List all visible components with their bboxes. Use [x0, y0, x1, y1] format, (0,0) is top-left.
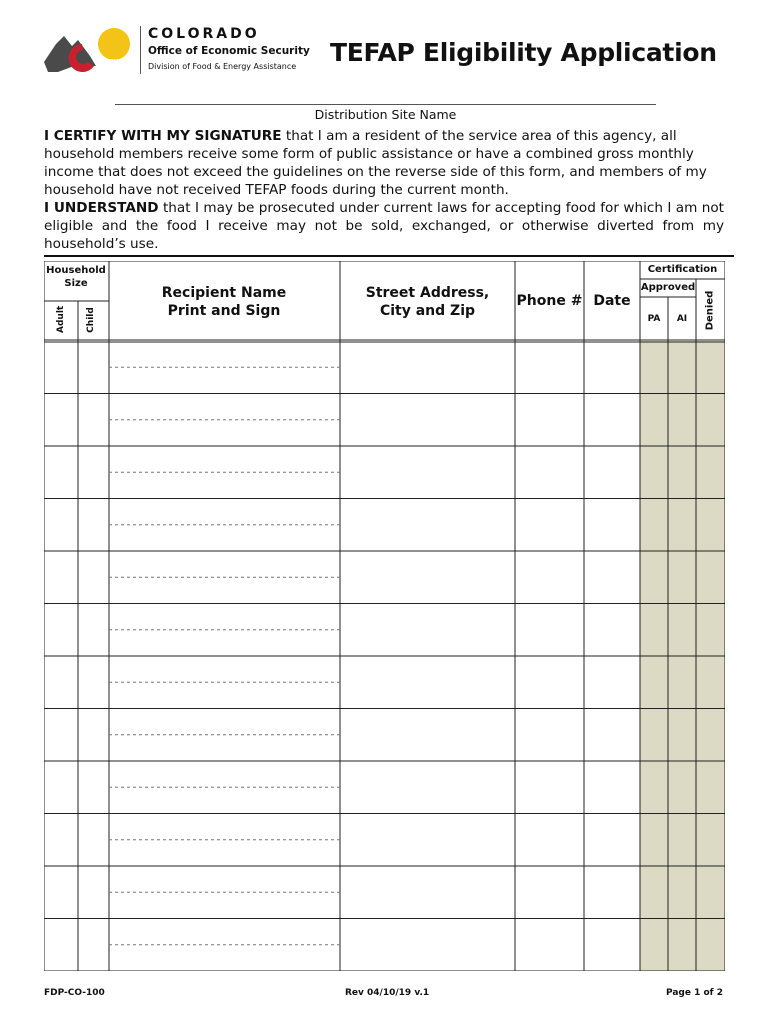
understand-lead: I UNDERSTAND: [44, 200, 159, 216]
address-header-line2: City and Zip: [379, 303, 476, 319]
site-name-field[interactable]: [115, 104, 656, 105]
site-name-label: Distribution Site Name: [314, 107, 457, 122]
adult-header: Adult: [56, 305, 66, 333]
recipient-header-line1: Recipient Name: [161, 285, 287, 301]
certify-lead: I CERTIFY WITH MY SIGNATURE: [44, 128, 282, 144]
ai-header: AI: [676, 314, 688, 324]
section-divider: [44, 255, 734, 257]
certify-text: that I am a resident of the service area of this agency, all household members receive some form of public assistance or have a combined gross monthly income that does not exceed the guidelines on the reverse side of this form, and members of my household have not received TEFAP foods during the current month.: [44, 128, 707, 198]
logo-badge-text: CDHS: [106, 59, 122, 65]
household-size-header: Household Size: [46, 265, 106, 289]
address-header-line1: Street Address,: [365, 285, 490, 301]
logo-divider: [140, 26, 141, 74]
form-id: FDP-CO-100: [44, 988, 105, 998]
understand-text: that I may be prosecuted under current laws for accepting food for which I am not eligible and the food I receive may not be sold, exchanged, or otherwise diverted from my household’s use.: [44, 200, 725, 252]
phone-header: Phone #: [516, 293, 583, 309]
denied-header: Denied: [704, 290, 716, 331]
child-header: Child: [86, 307, 96, 333]
pa-header: PA: [647, 314, 661, 324]
certification-header: Certification: [647, 264, 718, 275]
org-office: Office of Economic Security: [148, 45, 310, 57]
page-number: Page 1 of 2: [666, 988, 723, 998]
application-table: [44, 261, 725, 971]
date-header: Date: [593, 293, 631, 309]
revision-label: Rev 04/10/19 v.1: [345, 988, 430, 998]
org-division: Division of Food & Energy Assistance: [148, 62, 297, 71]
certify-paragraph: [44, 127, 724, 199]
approved-header: Approved: [640, 282, 696, 293]
recipient-header-line2: Print and Sign: [167, 303, 281, 319]
org-name: COLORADO: [148, 26, 260, 42]
page-title: TEFAP Eligibility Application: [330, 38, 717, 67]
cdhs-badge-icon: [98, 28, 130, 60]
table-grid: [44, 261, 725, 971]
address-header: [340, 284, 515, 320]
recipient-header: [109, 284, 339, 320]
understand-paragraph: [44, 199, 724, 253]
